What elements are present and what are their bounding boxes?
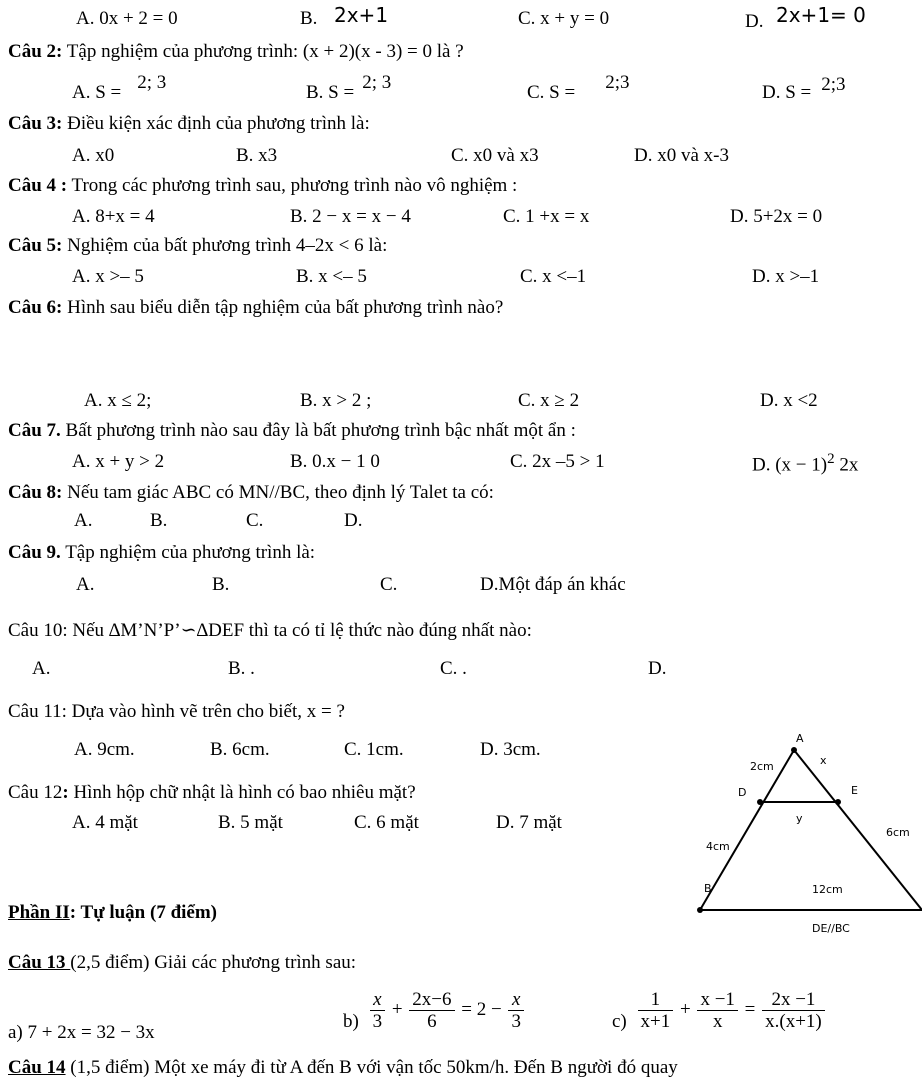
q5-option-c: C. x <–1 — [520, 266, 587, 287]
q6-option-a: A. x ≤ 2; — [84, 390, 152, 411]
label-ec-length: 6cm — [886, 826, 910, 839]
q2-a-value: 2; 3 — [137, 72, 167, 93]
q13-b-num3: x — [508, 990, 524, 1011]
q5-question — [8, 236, 387, 255]
side-ab — [700, 750, 794, 910]
label-ad-length: 2cm — [750, 760, 774, 773]
q9-question — [8, 543, 315, 562]
q2-d-prefix: D. S = — [762, 82, 812, 103]
part2-heading — [8, 903, 217, 922]
q7-d-post: 2x — [834, 454, 859, 476]
q6-option-c: C. x ≥ 2 — [518, 390, 580, 411]
q7-d-sup: 2 — [827, 451, 835, 467]
q2-d-value: 2;3 — [821, 74, 846, 95]
q12-question: Câu 12: Hình hộp chữ nhật là hình có bao nhiêu mặt? — [8, 782, 416, 803]
q10-option-a: A. — [32, 658, 51, 679]
q3-option-b: B. x3 — [236, 145, 278, 166]
q9-option-d: D.Một đáp án khác — [480, 574, 626, 595]
q6-option-d: D. x <2 — [760, 390, 818, 411]
q11-option-b: B. 6cm. — [210, 739, 270, 760]
q11-option-c: C. 1cm. — [344, 739, 404, 760]
q13-c-frac3 — [762, 990, 825, 1031]
q5-text: Nghiệm của bất phương trình 4–2x < 6 là: — [62, 235, 388, 256]
label-y: y — [796, 812, 803, 825]
q3-text: Điều kiện xác định của phương trình là: — [62, 113, 370, 134]
q1-option-d-prefix: D. — [745, 11, 764, 32]
q13-c-op1: + — [679, 998, 691, 1020]
q8-option-d: D. — [344, 510, 363, 531]
q9-text: Tập nghiệm của phương trình là: — [60, 542, 316, 563]
q2-option-c — [527, 72, 630, 103]
q12-option-c: C. 6 mặt — [354, 812, 419, 833]
q14-label: Câu 14 — [8, 1057, 66, 1078]
q13-c-den3: x.(x+1) — [765, 1011, 822, 1032]
q2-option-b — [306, 72, 392, 103]
q10-question: Câu 10: Nếu ∆M’N’P’∽∆DEF thì ta có tỉ lệ thức nào đúng nhất nào: — [8, 620, 532, 641]
q13-b-den3: 3 — [511, 1011, 521, 1032]
q13-c-den2: x — [712, 1011, 723, 1032]
q12-option-b: B. 5 mặt — [218, 812, 283, 833]
q7-option-b: B. 0.x − 1 0 — [290, 451, 380, 472]
label-a: A — [796, 732, 804, 745]
label-e: E — [851, 784, 858, 797]
triangle-figure — [688, 728, 922, 943]
q3-question — [8, 114, 370, 133]
q9-label: Câu 9. — [8, 542, 61, 563]
q8-label: Câu 8: — [8, 482, 63, 503]
q13-c-frac1 — [638, 990, 674, 1031]
q13-part-c — [612, 990, 827, 1031]
q13-b-den2: 6 — [427, 1011, 437, 1032]
q13-question — [8, 953, 356, 972]
q13-b-den1: 3 — [372, 1011, 383, 1032]
q13-b-num1: x — [370, 990, 386, 1011]
label-b: B — [704, 882, 712, 895]
q4-label: Câu 4 : — [8, 175, 68, 196]
q8-option-b: B. — [150, 510, 168, 531]
q13-c-frac2 — [697, 990, 737, 1031]
q13-b-num2: 2x−6 — [409, 990, 454, 1011]
q2-text: Tập nghiệm của phương trình: (x + 2)(x - 3) = 0 là ? — [62, 41, 464, 62]
point-d — [757, 799, 763, 805]
q4-option-c: C. 1 +x = x — [503, 206, 590, 227]
q13-c-op2: = — [744, 998, 756, 1020]
q2-b-value: 2; 3 — [362, 72, 392, 93]
q8-text: Nếu tam giác ABC có MN//BC, theo định lý Talet ta có: — [62, 482, 494, 503]
q8-option-a: A. — [74, 510, 93, 531]
q7-option-c: C. 2x –5 > 1 — [510, 451, 605, 472]
q2-option-d — [762, 74, 846, 103]
q2-b-prefix: B. S = — [306, 82, 355, 103]
part2-title: Phần II — [8, 902, 70, 923]
q8-option-c: C. — [246, 510, 264, 531]
q13-c-num1: 1 — [638, 990, 674, 1011]
point-e — [835, 799, 841, 805]
q7-option-d — [752, 452, 858, 474]
q6-option-b: B. x > 2 ; — [300, 390, 372, 411]
q4-option-d: D. 5+2x = 0 — [730, 206, 823, 227]
q12-option-a: A. 4 mặt — [72, 812, 138, 833]
q12-label: Câu 12 — [8, 782, 63, 803]
label-x: x — [820, 754, 827, 767]
q3-option-d: D. x0 và x-3 — [634, 145, 729, 166]
q13-c-num2: x −1 — [697, 990, 737, 1011]
q2-option-a — [72, 72, 167, 103]
q13-part-b — [343, 990, 526, 1031]
q2-c-prefix: C. S = — [527, 82, 576, 103]
q1-option-a: A. 0x + 2 = 0 — [76, 8, 178, 29]
q13-c-den1: x+1 — [640, 1011, 671, 1032]
q7-label: Câu 7. — [8, 420, 61, 441]
q13-b-label: b) — [343, 1011, 359, 1032]
q13-b-op2: = 2 − — [461, 998, 502, 1020]
point-a — [791, 747, 797, 753]
q1-option-b-prefix: B. — [300, 8, 318, 29]
q4-option-b: B. 2 − x = x − 4 — [290, 206, 411, 227]
q5-label: Câu 5: — [8, 235, 63, 256]
q4-question — [8, 176, 517, 195]
q14-text: (1,5 điểm) Một xe máy đi từ A đến B với vận tốc 50km/h. Đến B người đó quay — [65, 1057, 678, 1078]
q10-option-b: B. . — [228, 658, 255, 679]
q14-question — [8, 1058, 678, 1077]
q13-part-a: a) 7 + 2x = 32 − 3x — [8, 1022, 155, 1043]
q13-c-num3: 2x −1 — [762, 990, 825, 1011]
q12-text: Hình hộp chữ nhật là hình có bao nhiêu mặt? — [68, 782, 416, 803]
label-bc-length: 12cm — [812, 883, 843, 896]
q11-question: Câu 11: Dựa vào hình vẽ trên cho biết, x = ? — [8, 701, 345, 722]
q5-option-d: D. x >–1 — [752, 266, 820, 287]
q1-option-b: 2x+1 — [334, 3, 389, 27]
part2-rest: : Tự luận (7 điểm) — [69, 902, 218, 923]
label-parallel-note: DE//BC — [812, 922, 850, 935]
q2-c-value: 2;3 — [605, 72, 630, 93]
q2-question — [8, 42, 464, 61]
q5-option-a: A. x >– 5 — [72, 266, 144, 287]
q13-c-label: c) — [612, 1011, 627, 1032]
label-db-length: 4cm — [706, 840, 730, 853]
q1-option-d: 2x+1= 0 — [776, 3, 866, 27]
q13-b-op1: + — [391, 998, 403, 1020]
q13-b-frac1 — [370, 990, 386, 1031]
q3-label: Câu 3: — [8, 113, 63, 134]
q3-option-a: A. x0 — [72, 145, 115, 166]
q13-b-frac2 — [409, 990, 454, 1031]
q6-text: Hình sau biểu diễn tập nghiệm của bất phương trình nào? — [62, 297, 504, 318]
q2-a-prefix: A. S = — [72, 82, 122, 103]
q6-question — [8, 298, 503, 317]
q4-option-a: A. 8+x = 4 — [72, 206, 155, 227]
q9-option-c: C. — [380, 574, 398, 595]
label-d: D — [738, 786, 747, 799]
q7-option-a: A. x + y > 2 — [72, 451, 165, 472]
q5-option-b: B. x <– 5 — [296, 266, 367, 287]
q11-option-a: A. 9cm. — [74, 739, 135, 760]
q8-question — [8, 483, 494, 502]
q10-option-d: D. — [648, 658, 667, 679]
q7-question — [8, 421, 576, 440]
q12-option-d: D. 7 mặt — [496, 812, 562, 833]
point-b — [697, 907, 703, 913]
q7-text: Bất phương trình nào sau đây là bất phương trình bậc nhất một ẩn : — [60, 420, 576, 441]
q13-label: Câu 13 — [8, 952, 71, 973]
q2-label: Câu 2: — [8, 41, 63, 62]
q9-option-a: A. — [76, 574, 95, 595]
q6-label: Câu 6: — [8, 297, 63, 318]
q1-option-c: C. x + y = 0 — [518, 8, 610, 29]
q13-text: (2,5 điểm) Giải các phương trình sau: — [70, 952, 357, 973]
q4-text: Trong các phương trình sau, phương trình nào vô nghiệm : — [67, 175, 518, 196]
q3-option-c: C. x0 và x3 — [451, 145, 539, 166]
q10-option-c: C. . — [440, 658, 467, 679]
q11-option-d: D. 3cm. — [480, 739, 541, 760]
q13-b-frac3 — [508, 990, 524, 1031]
q9-option-b: B. — [212, 574, 230, 595]
q7-d-pre: D. (x − 1) — [752, 454, 828, 476]
